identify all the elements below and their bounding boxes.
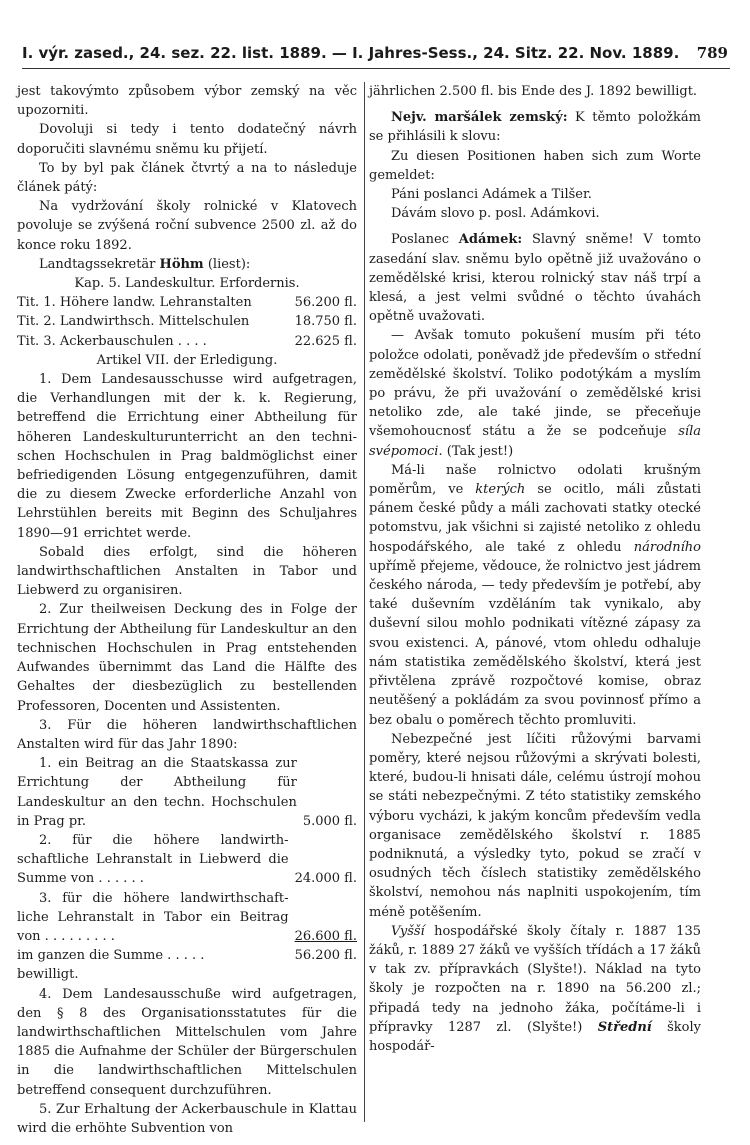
paragraph: Sobald dies erfolgt, sind die höheren landwirthschaftlichen Anstalten in Tabor und Liebwerd zu organisiren. xyxy=(17,544,357,599)
budget-label: 1. ein Beitrag an die Staatskassa zur Errichtung der Abtheilung für Landeskultur an den techn. Hochschulen in Prag pr. xyxy=(17,756,297,829)
president-line xyxy=(369,108,701,146)
paragraph: Dovoluji si tedy i tento dodatečný návrh doporučiti slavnému sněmu ku přijetí. xyxy=(17,122,357,157)
budget-label: 2. für die höhere landwirthschaftliche Lehranstalt in Liebwerd die Summe von . . . . . . xyxy=(17,832,289,887)
budget-value: 22.625 fl. xyxy=(294,333,357,349)
paragraph: bewilligt. xyxy=(17,967,79,983)
budget-value: 24.000 fl. xyxy=(294,871,357,887)
speech-paragraph xyxy=(369,326,701,460)
budget-value: 18.750 fl. xyxy=(294,314,357,330)
speech-paragraph xyxy=(369,461,701,730)
paragraph: Dávám slovo p. posl. Adámkovi. xyxy=(391,206,600,222)
secretary-rest: (liest): xyxy=(207,256,251,272)
secretary-title: Landtagssekretär xyxy=(39,256,156,272)
paragraph: jest takovýmto způsobem výbor zemský na věc upozorniti. xyxy=(17,84,357,119)
budget-value: 56.200 fl. xyxy=(294,295,357,311)
chapter-heading: Kap. 5. Landeskultur. Erfordernis. xyxy=(74,276,300,292)
speech-text: — Avšak tomuto pokušení musím při této položce odolati, poněvadž jde především o střední zemědělské školství. Toliko podotýkám a myslím po právu, že při uvažování o zemědělské krisi netoliko zde, ale také jinde, se přeceňuje všemohoucnosť státu a že se podceňuje xyxy=(369,328,701,440)
paragraph: To by byl pak článek čtvrtý a na to následuje článek pátý: xyxy=(17,160,357,196)
budget-row xyxy=(17,831,357,889)
speech-paragraph xyxy=(369,922,701,1056)
running-title: I. výr. zased., 24. sez. 22. list. 1889. — I. Jahres-Sess., 24. Sitz. 22. Nov. 1889. xyxy=(22,44,680,62)
paragraph: 2. Zur theilweisen Deckung des in Folge der Errichtung der Abtheilung für Landeskultur an den technischen Hochschulen in Prag entstehenden Aufwandes übernimmt das Land die Hälfte des Gehaltes der diesbezüglich zu bestellenden Professoren, Docenten und Assistenten. xyxy=(17,602,357,714)
left-column xyxy=(17,82,357,1138)
header-rule xyxy=(22,68,730,69)
budget-row xyxy=(17,293,357,312)
budget-label: Tit. 2. Landwirthsch. Mittelschulen xyxy=(17,314,250,330)
right-column xyxy=(364,82,701,1122)
speech-text: (Tak jest!) xyxy=(446,443,514,459)
paragraph: 5. Zur Erhaltung der Ackerbauschule in Klattau wird die erhöhte Subvention von xyxy=(17,1101,357,1136)
speech-text: se ocitlo, máli zůstati pánem české půdy a máli zachovati statky otecké potomstvu, jak všichni si zajisté netoliko z ohledu hospodářského, ale také z ohledu xyxy=(369,482,701,555)
speech-text: Slavný sněme! V tomto zasedání slav. sněmu bylo opětně již uvažováno o zemědělské krisi, kterou rolnický stav náš trpí a klesá, a jest velmi svůdné o těchto úvahách opětně uvažovati. xyxy=(369,232,701,325)
budget-row-total xyxy=(17,946,357,965)
budget-row xyxy=(17,332,357,351)
proposal-text: Na vydržování školy rolnické v Klatovech povoluje se zvýšená roční subvence 2500 zl. až do konce roku 1892. xyxy=(17,199,357,253)
speech-paragraph xyxy=(369,230,701,326)
secretary-line xyxy=(17,255,357,274)
budget-label: Tit. 1. Höhere landw. Lehranstalten xyxy=(17,295,252,311)
speaker-name: Adámek: xyxy=(458,232,523,248)
paragraph: jährlichen 2.500 fl. bis Ende des J. 1892 bewilligt. xyxy=(369,84,698,99)
president-name: Nejv. maršálek zemský: xyxy=(391,110,568,126)
budget-label: im ganzen die Summe . . . . . xyxy=(17,948,205,964)
secretary-name: Höhm xyxy=(159,256,204,272)
speech-text: školy hospodář- xyxy=(369,1019,702,1054)
budget-value: 26.600 fl. xyxy=(294,928,357,944)
page-number: 789 xyxy=(696,44,728,62)
paragraph: Zu diesen Positionen haben sich zum Worte gemeldet: xyxy=(369,148,701,183)
budget-row xyxy=(17,754,357,831)
budget-value: 56.200 fl. xyxy=(294,948,357,964)
emphasis-text: Vyšší xyxy=(391,923,425,939)
emphasis-text: Střední xyxy=(597,1019,652,1035)
budget-label: 3. für die höhere landwirthschaftliche Lehranstalt in Tabor ein Beitrag von . . . . . . . . . xyxy=(17,890,289,944)
emphasis-text: síla svépomoci. xyxy=(369,424,701,459)
paragraph: 1. Dem Landesausschusse wird aufgetragen, die Verhandlungen mit der k. k. Regierung, betreffend die Errichtung einer Abtheilung für höheren Landeskulturunterricht an den technischen Hochschulen in Prag baldmöglichst einer befriedigenden Lösung entgegenzuführen, damit die zu diesem Zwecke erforderliche Anzahl von Lehrstühlen bereits mit Beginn des Schuljahres 1890—91 errichtet werde. xyxy=(17,372,357,541)
budget-label: Tit. 3. Ackerbauschulen . . . . xyxy=(17,333,207,349)
speaker-title: Poslanec xyxy=(391,232,449,248)
speech-paragraph: Nebezpečné jest líčiti růžovými barvami poměry, které nejsou růžovými a skrývati bolesti, které, budou-li hnisati dále, celému ústrojí mohou se státi nebezpečnými. Z této statistiky zemského výboru vycházi, k jakým koncům především vedla organisace zemědělského školství r. 1885 podniknutá, a výsledky tyto, pokud se zračí v osudných těch číslech statistiky zemědělského školství, nemohou nás naplniti uspokojením, tím méně potěšením. xyxy=(369,731,701,920)
speech-text: upřímě přejeme, vědouce, že rolnictvo jest jádrem českého národa, — tedy především je potřebí, aby také duševním vzděláním tak vynikalo, aby duševní silou mohlo podnikati vítězné zápasy za svou existenci. A, pánové, vtom ohledu odhaluje nám statistika zemědělského školství, která jest přivtělena zprávě rozpočtové komise, obraz neutěšený a pokládám za svou povinnosť přímo a bez obalu o poměrech těchto promluviti. xyxy=(369,558,701,728)
paragraph: 3. Für die höheren landwirthschaftlichen Anstalten wird für das Jahr 1890: xyxy=(17,717,357,752)
speech-text: Má-li naše rolnictvo odolati krušným poměrům, ve xyxy=(369,462,701,498)
paragraph: 4. Dem Landesausschuße wird aufgetragen, den § 8 des Organisationsstatutes für die landwirthschaftlichen Mittelschulen vom Jahre 1885 die Aufnahme der Schüler der Bürgerschulen in die landwirthschaftlichen Mittelschulen betreffend consequent durchzuführen. xyxy=(17,986,357,1098)
president-text: K těmto položkám se přihlásili k slovu: xyxy=(369,110,701,145)
emphasis-text: kterých xyxy=(475,482,526,498)
budget-value: 5.000 fl. xyxy=(302,813,357,829)
page-header xyxy=(22,44,728,62)
speech-text: hospodářské školy čítaly r. 1887 135 žáků, r. 1889 27 žáků ve vyšších třídách a 17 žáků v tak zv. přípravkách (Slyšte!). Náklad na tyto školy je rozpočten na r. 1890 na 56.200 zl.; připadá tedy na jednoho žáka, počítáme-li i přípravky 1287 zl. (Slyšte!) xyxy=(369,923,701,1035)
emphasis-text: národního xyxy=(633,539,701,555)
article-heading: Artikel VII. der Erledigung. xyxy=(96,352,278,368)
budget-row xyxy=(17,889,357,947)
paragraph: Páni poslanci Adámek a Tilšer. xyxy=(391,187,592,203)
budget-row xyxy=(17,312,357,331)
